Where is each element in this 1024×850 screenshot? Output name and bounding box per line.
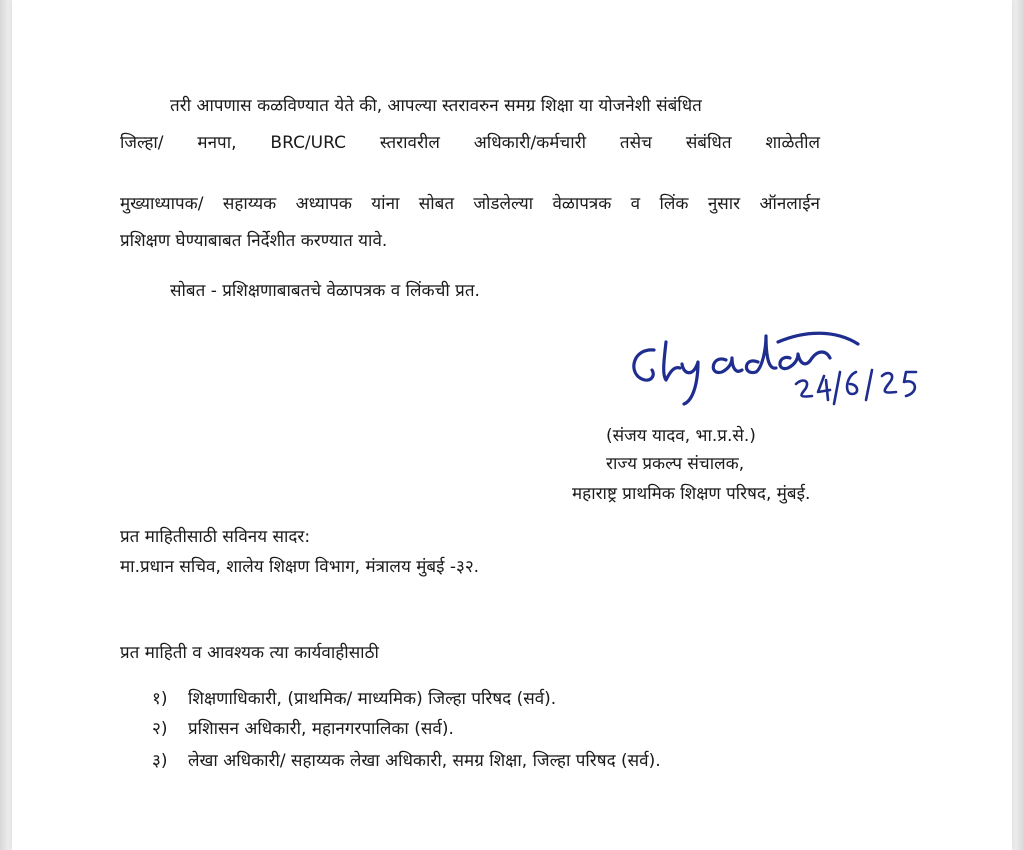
list-item-number: ३) (152, 751, 168, 771)
body-line-3: मुख्याध्यापक/ सहाय्यक अध्यापक यांना सोबत जोडलेल्या वेळापत्रक व लिंक नुसार ऑनलाईन (120, 194, 820, 214)
page-edge-right (1012, 0, 1024, 850)
copy-info-recipient: मा.प्रधान सचिव, शालेय शिक्षण विभाग, मंत्रालय मुंबई -३२. (120, 557, 480, 577)
copy-action-heading: प्रत माहिती व आवश्यक त्या कार्यवाहीसाठी (120, 643, 379, 663)
body-line-4: प्रशिक्षण घेण्याबाबत निर्देशीत करण्यात यावे. (120, 231, 388, 251)
signatory-office: महाराष्ट्र प्राथमिक शिक्षण परिषद, मुंबई. (572, 484, 811, 504)
list-item-number: २) (152, 719, 168, 739)
list-item-number: १) (152, 689, 168, 709)
page-edge-left (0, 0, 12, 850)
list-item: प्रशिासन अधिकारी, महानगरपालिका (सर्व). (188, 719, 454, 739)
list-item: लेखा अधिकारी/ सहाय्यक लेखा अधिकारी, समग्र शिक्षा, जिल्हा परिषद (सर्व). (188, 751, 661, 771)
handwritten-signature (626, 320, 926, 410)
enclosure-note: सोबत - प्रशिक्षणाबाबतचे वेळापत्रक व लिंकची प्रत. (170, 281, 480, 301)
body-line-1: तरी आपणास कळविण्यात येते की, आपल्या स्तरावरुन समग्र शिक्षा या योजनेशी संबंधित (170, 96, 702, 116)
signatory-name: (संजय यादव, भा.प्र.से.) (606, 426, 756, 446)
list-item: शिक्षणाधिकारी, (प्राथमिक/ माध्यमिक) जिल्हा परिषद (सर्व). (188, 689, 557, 709)
letter-page (12, 0, 1012, 850)
copy-info-heading: प्रत माहितीसाठी सविनय सादर: (120, 527, 311, 547)
body-line-2: जिल्हा/ मनपा, BRC/URC स्तरावरील अधिकारी/कर्मचारी तसेच संबंधित शाळेतील (120, 133, 820, 153)
signatory-designation: राज्य प्रकल्प संचालक, (606, 454, 745, 474)
